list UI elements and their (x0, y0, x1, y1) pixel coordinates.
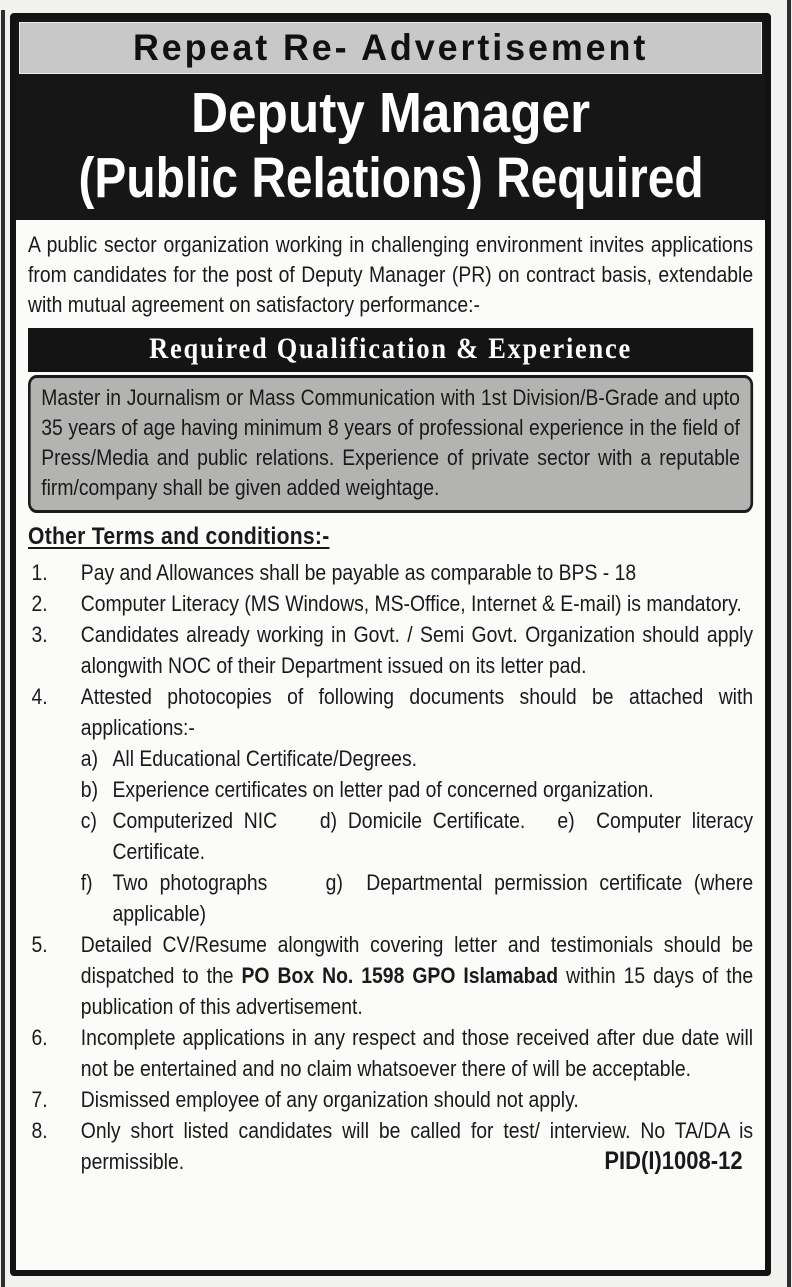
term-number: 8. (31, 1118, 48, 1143)
sub-item-text: Experience certificates on letter pad of concerned organization. (112, 777, 654, 802)
term-item (28, 588, 753, 619)
term-plain-text: Incomplete applications in any respect and those received after due date will not be entertained and no claim whatsoever there of will be acceptable. (80, 1025, 754, 1081)
term-text (81, 929, 753, 1022)
term-number: 7. (31, 1087, 48, 1112)
term-number: 1. (31, 560, 48, 585)
job-advertisement (10, 13, 771, 1276)
sub-item (80, 805, 759, 867)
term-text (81, 557, 753, 588)
repeat-advertisement-text: Repeat Re- Advertisement (132, 27, 649, 68)
term-plain-text: Pay and Allowances shall be payable as comparable to BPS - 18 (80, 560, 637, 585)
term-text (81, 619, 753, 681)
ad-title-line1: Deputy Manager (190, 81, 591, 145)
term-plain-text: Dismissed employee of any organization should not apply. (80, 1087, 579, 1112)
term-number: 2. (31, 591, 48, 616)
term-paragraph (81, 557, 753, 588)
term-number: 6. (31, 1025, 48, 1050)
term-plain-text: Detailed CV/Resume alongwith covering letter and testimonials should be dispatched to the (80, 932, 754, 988)
term-paragraph (81, 619, 753, 681)
term-item (28, 1022, 753, 1084)
ad-body (16, 220, 765, 1177)
term-plain-text: Computer Literacy (MS Windows, MS-Office, Internet & E-mail) is mandatory. (80, 591, 742, 616)
ad-header (16, 19, 765, 220)
term-item (28, 929, 753, 1022)
term-plain-text: Attested photocopies of following documents should be attached with applications:- (80, 684, 754, 740)
sub-item-label: b) (80, 777, 99, 802)
term-text (81, 1084, 753, 1115)
term-paragraph (81, 588, 753, 619)
term-paragraph (81, 929, 753, 1022)
ad-title-line2: (Public Relations) Required (78, 146, 704, 210)
term-item (28, 1084, 753, 1115)
term-paragraph (81, 1022, 753, 1084)
sub-item-text: All Educational Certificate/Degrees. (112, 746, 418, 771)
repeat-advertisement-banner (19, 22, 762, 74)
sub-item (81, 774, 753, 805)
term-text (80, 681, 759, 929)
term-bold-text: PO Box No. 1598 GPO Islamabad (241, 963, 559, 988)
terms-list (28, 557, 759, 1177)
pid-number: PID(I)1008-12 (604, 1147, 743, 1175)
term-item (28, 619, 753, 681)
term-plain-text: Candidates already working in Govt. / Semi Govt. Organization should apply alongwith NOC of their Department issued on its letter pad. (80, 622, 754, 678)
ad-title (19, 80, 762, 210)
term-plain-text: within 15 days of the publication of this advertisement. (80, 963, 754, 1019)
sub-item-label: c) (80, 808, 97, 833)
terms-heading: Other Terms and conditions:- (28, 523, 330, 550)
sub-item-text: Computerized NIC d) Domicile Certificate. e) Computer literacy Certificate. (112, 808, 759, 864)
sub-item (80, 867, 759, 929)
column-rule-left (1, 10, 5, 1287)
term-paragraph (81, 1084, 753, 1115)
intro-paragraph: A public sector organization working in challenging environment invites applications from candidates for the post of Deputy Manager (PR) on contract basis, extendable with mutual agreement on satisfactory performance:- (28, 232, 754, 317)
term-plain-text: Only short listed candidates will be called for test/ interview. No TA/DA is permissible. (80, 1118, 754, 1174)
term-item (28, 557, 753, 588)
term-text (81, 588, 753, 619)
term-number: 5. (31, 932, 48, 957)
term-text (81, 1022, 753, 1084)
term-paragraph (81, 681, 753, 743)
term-item (28, 681, 759, 929)
column-rule-right (787, 0, 791, 1287)
term-number: 4. (31, 684, 48, 709)
sub-item (81, 743, 753, 774)
qualification-heading: Required Qualification & Experience (28, 328, 753, 372)
sub-item-label: f) (80, 870, 93, 895)
sub-item-label: a) (80, 746, 99, 771)
qualification-box: Master in Journalism or Mass Communication with 1st Division/B-Grade and upto 35 years of age having minimum 8 years of professional experience in the field of Press/Media and public relations. Experience of private sector with a reputable firm/company shall be given added weightage. (28, 375, 753, 513)
sub-item-text: Two photographs g) Departmental permission certificate (where applicable) (112, 870, 759, 926)
term-number: 3. (31, 622, 48, 647)
